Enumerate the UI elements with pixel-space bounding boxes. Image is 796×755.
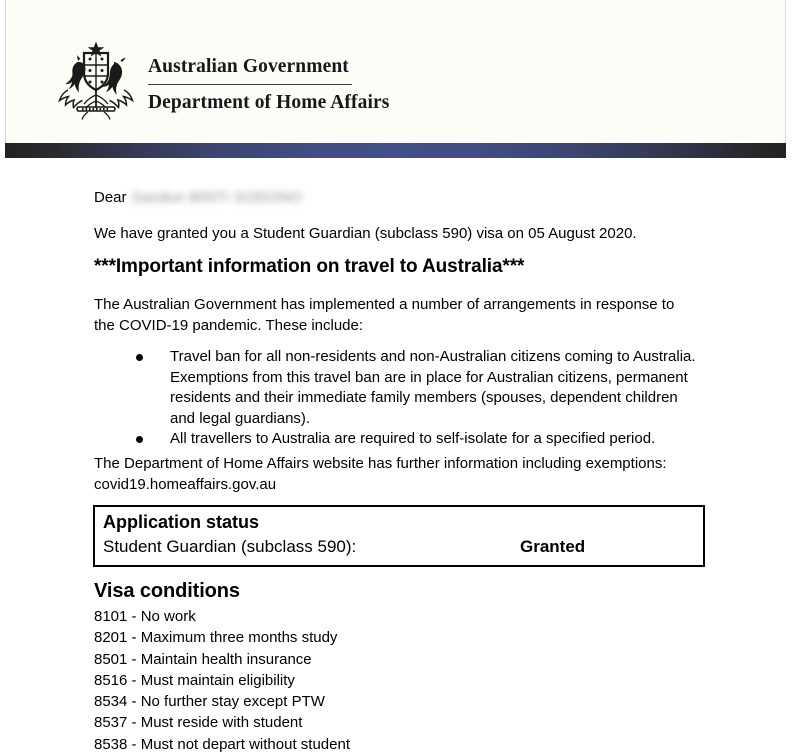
- letter-body: [5, 158, 786, 753]
- important-information-heading: ***Important information on travel to Australia***: [94, 256, 525, 277]
- list-item: 8538 - Must not depart without student: [94, 735, 350, 753]
- list-item: [94, 347, 702, 429]
- masthead: [5, 0, 786, 143]
- website-paragraph-text: The Department of Home Affairs website has further information including exemptions:: [94, 455, 667, 472]
- australian-coat-of-arms-icon: [48, 40, 144, 120]
- website-information-paragraph: [94, 454, 704, 495]
- salutation: [94, 188, 302, 207]
- salutation-label: Dear: [94, 189, 127, 206]
- brand-gradient-band: [5, 143, 786, 158]
- visa-conditions-title: Visa conditions: [94, 580, 240, 602]
- covid-website-url: covid19.homeaffairs.gov.au: [94, 475, 277, 493]
- wordmark-line-australian-government: Australian Government: [148, 56, 349, 77]
- status-badge: Granted: [520, 537, 586, 556]
- list-item: 8201 - Maximum three months study: [94, 629, 338, 647]
- list-item: 8101 - No work: [94, 608, 196, 625]
- visa-conditions-list: [94, 606, 350, 755]
- list-item: [94, 429, 702, 450]
- list-item: 8534 - No further stay except PTW: [94, 693, 325, 711]
- wordmark-line-department-of-home-affairs: Department of Home Affairs: [148, 92, 390, 113]
- grant-sentence: We have granted you a Student Guardian (subclass 590) visa on 05 August 2020.: [94, 225, 637, 242]
- list-item-text: Travel ban for all non-residents and non-Australian citizens coming to Australia. Exemptions from this travel ban are in place for Australian citizens, permanent residents and their immediate family members (spouses, dependent children and legal guardians).: [170, 348, 696, 427]
- application-status-subclass-label: Student Guardian (subclass 590):: [103, 537, 357, 556]
- recipient-name-redacted: Sandun BINTI SODONO: [131, 189, 303, 206]
- list-item: 8501 - Maintain health insurance: [94, 650, 312, 668]
- list-item: 8537 - Must reside with student: [94, 714, 303, 732]
- application-status-title: Application status: [103, 512, 260, 532]
- bullet-icon: [136, 354, 143, 361]
- application-status-box: [93, 505, 705, 567]
- covid-intro-paragraph: The Australian Government has implemented a number of arrangements in response to the COVID-19 pandemic. These include:: [94, 296, 675, 334]
- bullet-icon: [136, 436, 143, 443]
- government-wordmark: [148, 56, 478, 114]
- wordmark-divider: [148, 84, 352, 85]
- list-item-text: All travellers to Australia are required to self-isolate for a specified period.: [170, 430, 656, 447]
- list-item: 8516 - Must maintain eligibility: [94, 671, 295, 689]
- covid-arrangements-list: [94, 347, 702, 450]
